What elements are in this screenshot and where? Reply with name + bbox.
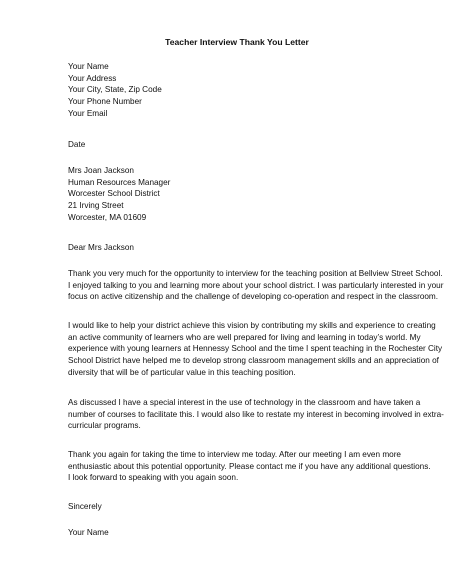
recipient-street: 21 Irving Street [68, 201, 124, 211]
paragraph-line: enthusiastic about this potential opportunity. Please contact me if you have any additional questions. [68, 461, 431, 471]
body-paragraph-2 [68, 320, 443, 379]
body-paragraph-3 [68, 397, 444, 432]
paragraph-line: I enjoyed talking to you and learning more about your school district. I was particularly interested in your [68, 280, 444, 290]
paragraph-line: As discussed I have a special interest in the use of technology in the classroom and have taken a [68, 398, 421, 407]
recipient-address-block [68, 165, 414, 224]
letter-title: Teacher Interview Thank You Letter [165, 37, 309, 47]
date-line [68, 139, 414, 151]
paragraph-line: School District have helped me to develop strong classroom management skills and an appreciation of [68, 356, 439, 366]
recipient-organization: Worcester School District [68, 189, 160, 199]
salutation-line [68, 242, 414, 254]
sender-city-state-zip: Your City, State, Zip Code [68, 85, 162, 95]
paragraph-line: number of courses to facilitate this. I would also like to restate my interest in becoming involved in extra- [68, 409, 444, 419]
recipient-title: Human Resources Manager [68, 177, 171, 187]
paragraph-line: Thank you again for taking the time to interview me today. After our meeting I am even more [68, 450, 401, 459]
sender-name: Your Name [68, 62, 109, 71]
recipient-city-state-zip: Worcester, MA 01609 [68, 212, 147, 222]
paragraph-line: I look forward to speaking with you again soon. [68, 473, 239, 483]
paragraph-line: experience with young learners at Hennessy School and the time I spent teaching in the Rochester City [68, 344, 443, 354]
letter-date: Date [68, 140, 86, 149]
sender-email: Your Email [68, 108, 108, 118]
sender-address-block [68, 61, 414, 120]
recipient-name: Mrs Joan Jackson [68, 166, 134, 175]
paragraph-line: focus on active citizenship and the challenge of developing co-operation and respect in the classroom. [68, 292, 439, 302]
body-paragraph-4 [68, 449, 431, 484]
signature-name: Your Name [68, 528, 109, 537]
sender-address: Your Address [68, 73, 117, 83]
paragraph-line: diversity that will be of particular value in this teaching position. [68, 367, 296, 377]
salutation: Dear Mrs Jackson [68, 243, 134, 252]
paragraph-line: an active community of learners who are well prepared for living and learning in today’s world. My [68, 332, 421, 342]
signature-line [68, 527, 414, 539]
closing-line [68, 501, 414, 513]
paragraph-line: curricular programs. [68, 421, 141, 431]
closing: Sincerely [68, 502, 102, 511]
paragraph-line: Thank you very much for the opportunity to interview for the teaching position at Bellview Street School. [68, 269, 443, 278]
paragraph-line: I would like to help your district achieve this vision by contributing my skills and experience to creating [68, 321, 436, 330]
body-paragraph-1 [68, 268, 444, 303]
sender-phone: Your Phone Number [68, 97, 142, 107]
